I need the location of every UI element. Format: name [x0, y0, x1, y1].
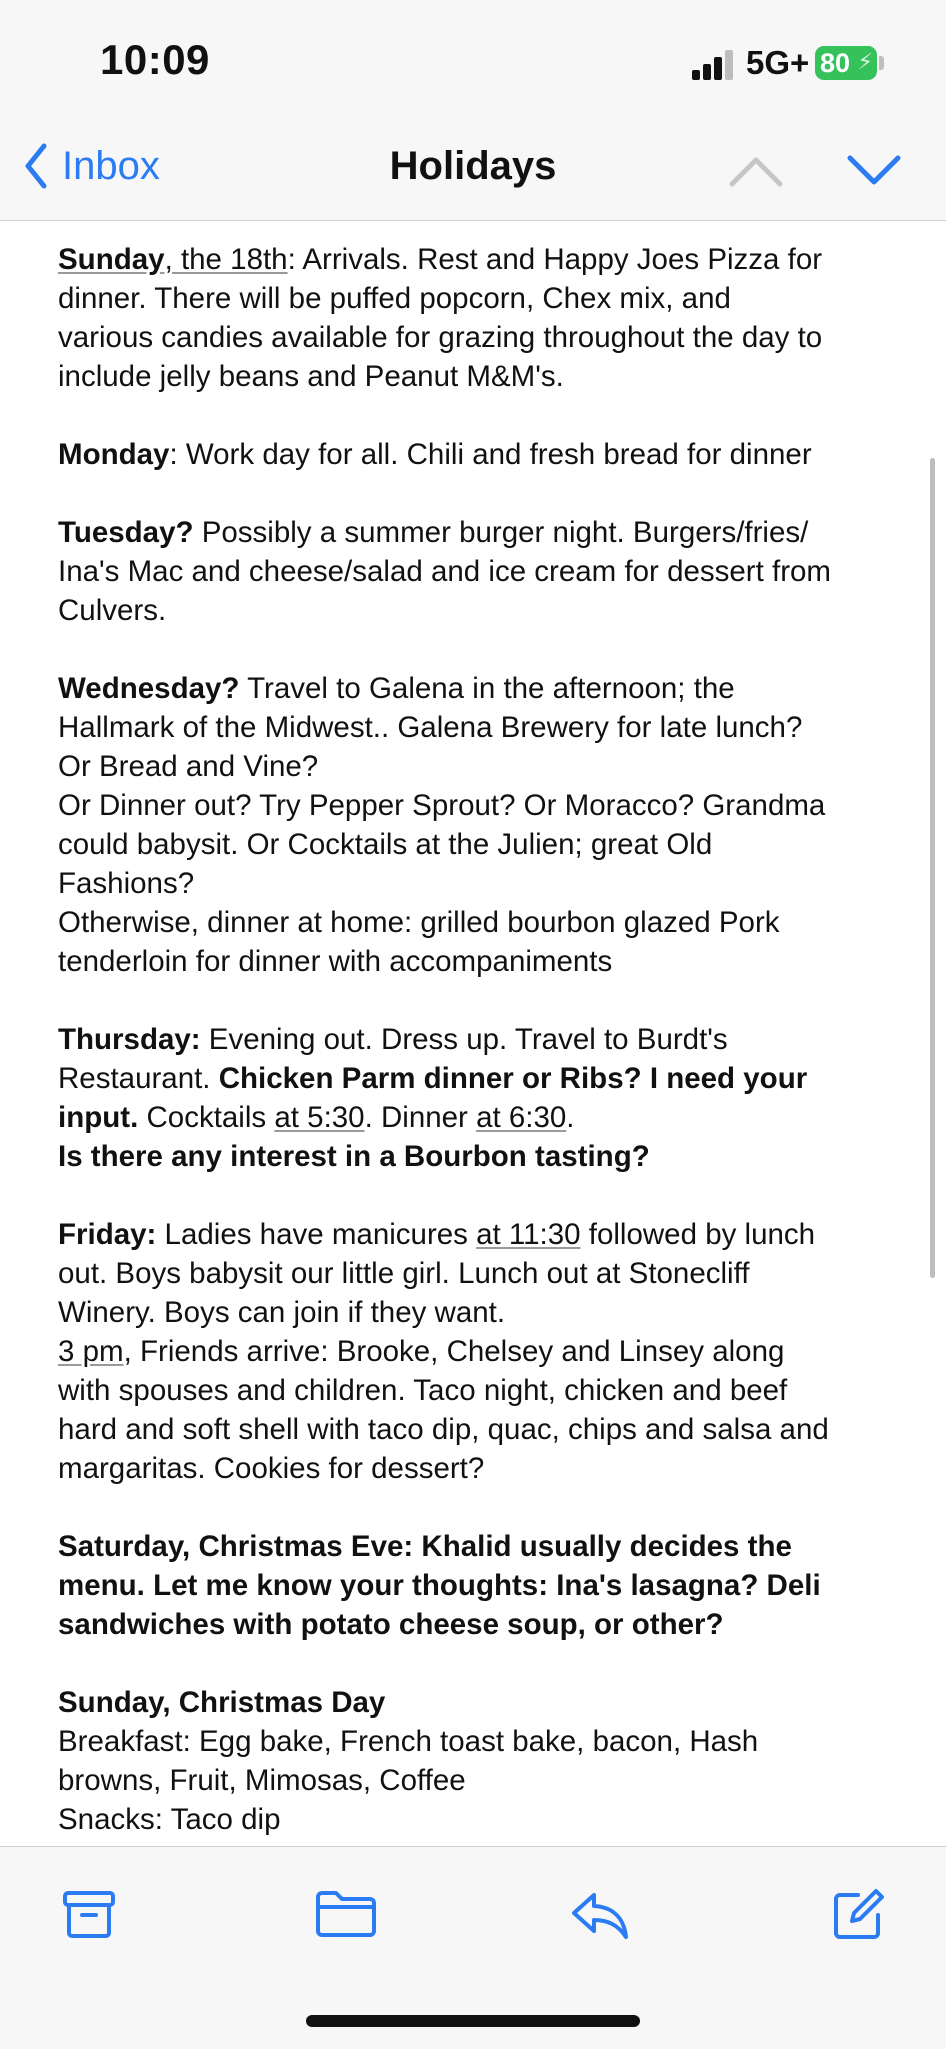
- archive-icon: [62, 1887, 116, 1941]
- tuesday-paragraph: [58, 513, 898, 630]
- nav-bar: [0, 120, 946, 221]
- text-line: margaritas. Cookies for dessert?: [58, 1452, 485, 1485]
- status-time: 10:09: [100, 36, 210, 83]
- signal-icon: [692, 50, 734, 80]
- text-line: followed by lunch: [580, 1218, 816, 1251]
- reply-icon: [570, 1887, 630, 1941]
- text-line: Otherwise, dinner at home: grilled bourbon glazed Pork: [58, 906, 780, 939]
- text-line: with spouses and children. Taco night, chicken and beef: [58, 1374, 788, 1407]
- text-line: Breakfast: Egg bake, French toast bake, bacon, Hash: [58, 1725, 759, 1758]
- sunday-day-link[interactable]: Sunday: [58, 243, 165, 276]
- text-line: hard and soft shell with taco dip, quac, chips and salsa and: [58, 1413, 829, 1446]
- text-line: Travel to Galena in the afternoon; the: [239, 672, 735, 705]
- time-link[interactable]: at 11:30: [476, 1218, 581, 1251]
- battery-icon: [815, 46, 877, 80]
- scrollbar[interactable]: [930, 458, 935, 1278]
- text-line: Cocktails: [138, 1101, 275, 1134]
- text-line: tenderloin for dinner with accompaniments: [58, 945, 613, 978]
- status-bar: [0, 0, 946, 120]
- text-line: Evening out. Dress up. Travel to Burdt's: [200, 1023, 728, 1056]
- bold-question: Chicken Parm dinner or Ribs? I need your: [218, 1062, 808, 1095]
- text-line: browns, Fruit, Mimosas, Coffee: [58, 1764, 466, 1797]
- text-line: Restaurant.: [58, 1062, 219, 1095]
- time-link[interactable]: at 5:30: [274, 1101, 365, 1134]
- email-body: [58, 240, 898, 1839]
- compose-icon: [830, 1887, 886, 1943]
- text-line: Ina's Mac and cheese/salad and ice cream for dessert from: [58, 555, 832, 588]
- bold-question: Is there any interest in a Bourbon tasting?: [58, 1140, 650, 1173]
- text-line: include jelly beans and Peanut M&M's.: [58, 360, 564, 393]
- reply-button[interactable]: [570, 1887, 630, 1946]
- bold-line: Saturday, Christmas Eve: Khalid usually decides the: [58, 1530, 792, 1563]
- thursday-day: Thursday:: [58, 1023, 201, 1056]
- text-line: , Friends arrive: Brooke, Chelsey and Linsey along: [123, 1335, 785, 1368]
- friday-day: Friday:: [58, 1218, 157, 1251]
- bold-question: input.: [58, 1101, 139, 1134]
- bold-line: menu. Let me know your thoughts: Ina's lasagna? Deli: [58, 1569, 821, 1602]
- tuesday-day: Tuesday?: [58, 516, 194, 549]
- time-link[interactable]: at 6:30: [476, 1101, 567, 1134]
- text-line: Fashions?: [58, 867, 195, 900]
- friday-paragraph: [58, 1215, 898, 1488]
- archive-button[interactable]: [62, 1887, 116, 1946]
- text-line: : Arrivals. Rest and Happy Joes Pizza for: [287, 243, 823, 276]
- chevron-down-icon: [846, 150, 902, 190]
- text-line: Or Dinner out? Try Pepper Sprout? Or Moracco? Grandma: [58, 789, 826, 822]
- text-line: Snacks: Taco dip: [58, 1803, 281, 1836]
- christmas-day-paragraph: [58, 1683, 898, 1839]
- text-line: out. Boys babysit our little girl. Lunch out at Stonecliff: [58, 1257, 750, 1290]
- christmas-heading: Sunday, Christmas Day: [58, 1686, 386, 1719]
- text-line: Possibly a summer burger night. Burgers/fries/: [193, 516, 809, 549]
- text-line: Ladies have manicures: [156, 1218, 477, 1251]
- back-label: Inbox: [62, 143, 160, 188]
- text-line: Winery. Boys can join if they want.: [58, 1296, 506, 1329]
- compose-button[interactable]: [830, 1887, 886, 1948]
- wednesday-paragraph: [58, 669, 898, 981]
- battery-level: 80: [820, 47, 851, 78]
- move-to-folder-button[interactable]: [314, 1887, 378, 1946]
- network-type: 5G+: [746, 44, 810, 81]
- text-line: Or Bread and Vine?: [58, 750, 319, 783]
- previous-message-button[interactable]: [728, 150, 784, 195]
- saturday-paragraph: [58, 1527, 898, 1644]
- text-line: : Work day for all. Chili and fresh bread for dinner: [169, 438, 812, 471]
- time-link[interactable]: 3 pm: [58, 1335, 124, 1368]
- charging-icon: ⚡: [857, 49, 873, 74]
- text-line: could babysit. Or Cocktails at the Julien; great Old: [58, 828, 713, 861]
- folder-icon: [314, 1887, 378, 1941]
- monday-day: Monday: [58, 438, 170, 471]
- thursday-paragraph: [58, 1020, 898, 1176]
- text-line: Hallmark of the Midwest.. Galena Brewery for late lunch?: [58, 711, 803, 744]
- date-link[interactable]: , the 18th: [164, 243, 288, 276]
- text-line: dinner. There will be puffed popcorn, Chex mix, and: [58, 282, 731, 315]
- text-line: . Dinner: [364, 1101, 477, 1134]
- bold-line: sandwiches with potato cheese soup, or other?: [58, 1608, 724, 1641]
- home-indicator[interactable]: [306, 2015, 640, 2027]
- text-line: .: [566, 1101, 575, 1134]
- page-title: Holidays: [389, 144, 557, 188]
- monday-paragraph: [58, 435, 898, 474]
- wednesday-day: Wednesday?: [58, 672, 240, 705]
- battery-nub: [879, 56, 884, 70]
- text-line: various candies available for grazing throughout the day to: [58, 321, 823, 354]
- text-line: Culvers.: [58, 594, 167, 627]
- sunday-18-paragraph: [58, 240, 898, 396]
- next-message-button[interactable]: [846, 150, 902, 195]
- chevron-up-icon: [728, 150, 784, 190]
